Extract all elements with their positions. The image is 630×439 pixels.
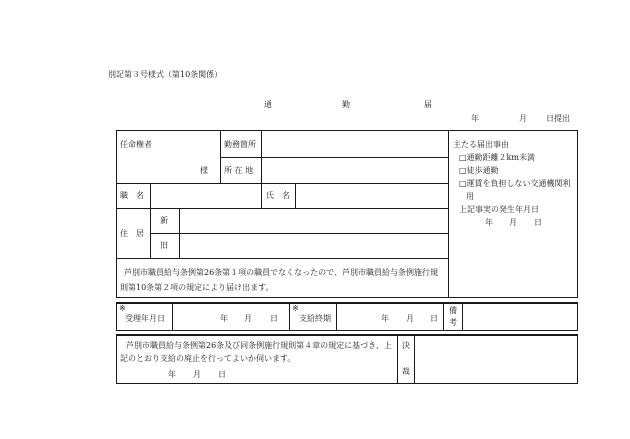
reason-option-walking: □徒歩通勤 (459, 166, 499, 175)
title-char-2: 勤 (342, 100, 350, 109)
fact-month-label: 月 (509, 218, 517, 227)
section1-right-border (577, 130, 578, 298)
residence-old-label: 旧 (160, 241, 168, 250)
section2-col-payment-end (289, 302, 290, 331)
received-day-label: 日 (270, 314, 278, 323)
col-line-residence (150, 208, 151, 258)
col-line-residence-value (179, 208, 180, 258)
row-line-residence (116, 208, 448, 209)
section2-col-remarks-value (462, 302, 463, 331)
section2-col-received (172, 302, 173, 331)
received-date-label: 受理年月日 (125, 314, 165, 323)
section3-text-line-2: 記のとおり支給の廃止を行ってよいか伺います。 (120, 354, 296, 363)
submission-month-label: 月 (519, 114, 527, 123)
section2-left-border (116, 302, 117, 331)
section3-month-label: 月 (193, 370, 201, 379)
submission-year-label: 年 (471, 114, 479, 123)
workplace-label: 勤務箇所 (224, 140, 256, 149)
residence-label: 住 居 (120, 229, 144, 238)
section2-col-remarks (443, 302, 444, 331)
section3-col-decision (397, 334, 398, 384)
decision-char-1: 決 (402, 341, 410, 350)
col-line-name-label (261, 183, 262, 208)
col-line-position-value (150, 183, 151, 208)
section2-col-payment-end-value (336, 302, 337, 331)
residence-new-label: 新 (160, 216, 168, 225)
name-label: 氏 名 (266, 191, 290, 200)
reason-option-distance: □通勤距離２km未満 (459, 153, 535, 162)
reasons-heading: 主たる届出事由 (453, 140, 509, 149)
section1-left-border (116, 130, 117, 298)
col-line-name-value (295, 183, 296, 208)
fact-day-label: 日 (534, 218, 542, 227)
fact-year-label: 年 (485, 218, 493, 227)
section2-bottom-border (116, 330, 578, 331)
title-char-1: 通 (264, 100, 272, 109)
row-line-statement (116, 258, 448, 259)
payment-end-day-label: 日 (430, 314, 438, 323)
appointing-authority-label: 任命権者 (120, 140, 152, 149)
section2-right-border (577, 302, 578, 331)
payment-end-label: 支給終期 (299, 314, 331, 323)
payment-end-year-label: 年 (381, 314, 389, 323)
received-year-label: 年 (220, 314, 228, 323)
reason-option-free-transport: □運賃を負担しない交通機関利 (459, 179, 571, 188)
section3-day-label: 日 (218, 370, 226, 379)
position-label: 職 名 (120, 191, 144, 200)
row-line-workplace (220, 157, 448, 158)
statement-line-1: 芦別市職員給与条例第26条第１項の職員でなくなったので、芦別市職員給与条例施行規 (124, 268, 439, 277)
section3-year-label: 年 (168, 370, 176, 379)
remarks-char-1: 備 (449, 306, 457, 315)
address-label: 所 在 地 (224, 166, 254, 175)
received-mark: ※ (119, 304, 126, 313)
section1-bottom-border (116, 297, 578, 298)
section2-top-border (116, 302, 578, 304)
section3-left-border (116, 334, 117, 384)
remarks-char-2: 考 (449, 318, 457, 327)
section3-bottom-border (116, 383, 578, 384)
section1-middle-divider (448, 130, 449, 298)
form-number-label: 別記第３号様式（第10条関係） (108, 70, 223, 79)
submission-day-label: 日提出 (546, 114, 570, 123)
payment-end-month-label: 月 (406, 314, 414, 323)
received-month-label: 月 (244, 314, 252, 323)
col-line-workplace-value (261, 130, 262, 183)
row-line-old (150, 233, 448, 234)
section3-text-line-1: 芦別市職員給与条例第26条及び同条例施行規則第４章の規定に基づき、上 (126, 341, 392, 350)
section3-col-decision-value (414, 334, 415, 384)
statement-line-2: 則第10条第２項の規定により届け出ます。 (120, 283, 274, 292)
title-char-3: 届 (424, 100, 432, 109)
reason-option-free-transport-cont: 用 (466, 192, 474, 201)
decision-char-2: 裁 (402, 367, 410, 376)
row-line-position (116, 183, 448, 184)
payment-end-mark: ※ (292, 304, 299, 313)
section3-top-border (116, 334, 578, 336)
col-line-authority (220, 130, 221, 183)
fact-date-label: 上記事実の発生年月日 (459, 205, 539, 214)
section3-right-border (577, 334, 578, 384)
sama-label: 様 (200, 166, 208, 175)
section1-top-border (116, 130, 578, 131)
